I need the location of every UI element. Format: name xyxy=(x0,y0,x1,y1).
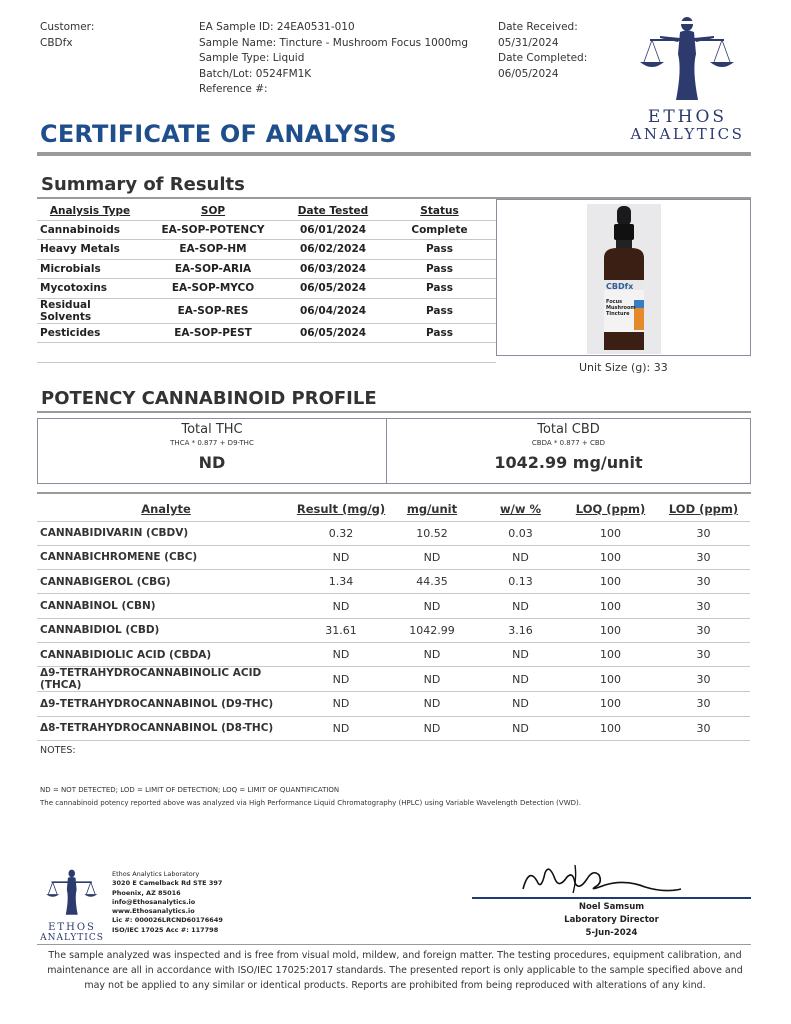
analysis-type: Mycotoxins xyxy=(37,279,143,299)
table-row xyxy=(37,618,750,642)
analyte: CANNABIDIOL (CBD) xyxy=(37,618,295,642)
col-analysis-type: Analysis Type xyxy=(49,204,131,217)
result: 0.32 xyxy=(295,521,387,545)
title-rule xyxy=(37,152,751,156)
ww-percent: ND xyxy=(477,642,564,666)
col-mg-unit: mg/unit xyxy=(406,501,458,516)
label-line-3: Tincture xyxy=(606,311,630,317)
mg-unit: 44.35 xyxy=(387,570,477,594)
status: Pass xyxy=(383,323,496,343)
loq: 100 xyxy=(564,692,657,716)
table-row xyxy=(37,594,750,618)
signature-block xyxy=(472,901,751,940)
sop: EA-SOP-RES xyxy=(143,298,283,323)
analyte: Δ9-TETRAHYDROCANNABINOL (D9-THC) xyxy=(37,692,295,716)
sample-type: Sample Type: Liquid xyxy=(199,52,305,64)
lab-email[interactable]: info@Ethosanalytics.io xyxy=(112,897,196,906)
dates-block xyxy=(498,20,587,82)
result: ND xyxy=(295,642,387,666)
ethos-logo xyxy=(620,14,755,149)
date-completed-label: Date Completed: xyxy=(498,52,588,64)
customer-value: CBDfx xyxy=(40,36,73,49)
analyte: CANNABIGEROL (CBG) xyxy=(37,570,295,594)
lab-logo-line-2: ANALYTICS xyxy=(40,933,104,943)
lod: 30 xyxy=(657,716,750,740)
page-title: CERTIFICATE OF ANALYSIS xyxy=(40,120,397,148)
status: Complete xyxy=(383,220,496,240)
total-cbd-value: 1042.99 mg/unit xyxy=(494,453,643,472)
table-row xyxy=(37,521,750,545)
col-result: Result (mg/g) xyxy=(296,501,386,516)
loq: 100 xyxy=(564,642,657,666)
logo-line-1: ETHOS xyxy=(647,107,728,127)
table-row xyxy=(37,570,750,594)
scales-of-justice-icon xyxy=(35,868,109,918)
ww-percent: ND xyxy=(477,594,564,618)
mg-unit: ND xyxy=(387,642,477,666)
table-row xyxy=(37,298,496,323)
logo-line-2: ANALYTICS xyxy=(630,125,745,143)
lab-logo xyxy=(35,868,109,943)
total-thc-formula: THCA * 0.877 + D9-THC xyxy=(170,439,254,447)
mg-unit: 1042.99 xyxy=(387,618,477,642)
mg-unit: ND xyxy=(387,667,477,692)
batch-lot: Batch/Lot: 0524FM1K xyxy=(199,67,312,80)
analysis-type: Pesticides xyxy=(37,323,143,343)
col-loq: LOQ (ppm) xyxy=(575,501,646,516)
lab-address-1: 3020 E Camelback Rd STE 397 xyxy=(112,879,223,888)
table-row xyxy=(37,323,496,343)
sample-name: Sample Name: Tincture - Mushroom Focus 1000mg xyxy=(199,36,469,49)
date-tested: 06/03/2024 xyxy=(283,259,383,279)
result: ND xyxy=(295,692,387,716)
analysis-type: Heavy Metals xyxy=(37,240,143,260)
sample-info-block xyxy=(199,20,468,98)
label-brand: CBDfx xyxy=(606,282,634,291)
loq: 100 xyxy=(564,667,657,692)
result: 31.61 xyxy=(295,618,387,642)
product-photo xyxy=(587,204,661,354)
total-thc-title: Total THC xyxy=(181,422,243,437)
lod: 30 xyxy=(657,545,750,569)
label-line-2: Mushroom xyxy=(606,305,636,311)
reference-number: Reference #: xyxy=(199,83,268,95)
lod: 30 xyxy=(657,570,750,594)
potency-header-row xyxy=(37,497,750,521)
ww-percent: 3.16 xyxy=(477,618,564,642)
result: ND xyxy=(295,667,387,692)
footer-rule xyxy=(37,944,751,945)
mg-unit: ND xyxy=(387,545,477,569)
result: ND xyxy=(295,716,387,740)
lab-address-2: Phoenix, AZ 85016 xyxy=(112,888,181,897)
potency-table xyxy=(37,497,750,741)
analyte: CANNABICHROMENE (CBC) xyxy=(37,545,295,569)
method-note: The cannabinoid potency reported above was analyzed via High Performance Liquid Chromatography (HPLC) using Variable Wavelength Detection (VWD). xyxy=(40,799,581,807)
date-tested: 06/01/2024 xyxy=(283,220,383,240)
mg-unit: ND xyxy=(387,716,477,740)
date-tested: 06/05/2024 xyxy=(283,279,383,299)
status: Pass xyxy=(383,240,496,260)
ww-percent: 0.03 xyxy=(477,521,564,545)
table-row xyxy=(37,279,496,299)
analysis-type: Residual Solvents xyxy=(37,298,143,323)
lab-iso: ISO/IEC 17025 Acc #: 117798 xyxy=(112,925,219,934)
loq: 100 xyxy=(564,594,657,618)
signature-image xyxy=(515,857,685,899)
customer-label: Customer: xyxy=(40,21,95,33)
status: Pass xyxy=(383,298,496,323)
signature-date: 5-Jun-2024 xyxy=(585,928,638,938)
lab-license: Lic #: 000026LRCND60176649 xyxy=(112,916,223,925)
disclaimer: The sample analyzed was inspected and is free from visual mold, mildew, and foreign matter. The testing procedures, equipment calibration, and maintenance are all in accordance with ISO/IEC 17025:2017 standards. The presented report is only applicable to the sample specified above and may not be applied to any similar or identical products. Reports are prohibited from being reproduced with alterations of any kind. xyxy=(47,950,743,991)
date-received: 05/31/2024 xyxy=(498,36,559,49)
col-lod: LOD (ppm) xyxy=(668,501,739,516)
col-sop: SOP xyxy=(200,204,226,217)
analyte: Δ8-TETRAHYDROCANNABINOL (D8-THC) xyxy=(37,716,295,740)
lod: 30 xyxy=(657,618,750,642)
status: Pass xyxy=(383,259,496,279)
table-row-empty xyxy=(37,343,496,363)
ww-percent: ND xyxy=(477,692,564,716)
mg-unit: ND xyxy=(387,692,477,716)
scales-of-justice-icon xyxy=(620,14,755,106)
date-tested: 06/02/2024 xyxy=(283,240,383,260)
signer-name: Noel Samsum xyxy=(578,902,645,912)
customer-block xyxy=(40,20,94,51)
signer-title: Laboratory Director xyxy=(564,915,659,925)
ww-percent: ND xyxy=(477,545,564,569)
col-date-tested: Date Tested xyxy=(297,204,369,217)
sop: EA-SOP-ARIA xyxy=(143,259,283,279)
loq: 100 xyxy=(564,521,657,545)
lab-name: Ethos Analytics Laboratory xyxy=(112,870,200,878)
label-line-1: Focus xyxy=(606,299,623,305)
total-thc-box xyxy=(37,418,387,484)
result: ND xyxy=(295,545,387,569)
lod: 30 xyxy=(657,521,750,545)
sop: EA-SOP-PEST xyxy=(143,323,283,343)
lod: 30 xyxy=(657,692,750,716)
sop: EA-SOP-MYCO xyxy=(143,279,283,299)
lab-website[interactable]: www.Ethosanalytics.io xyxy=(112,907,195,916)
status: Pass xyxy=(383,279,496,299)
mg-unit: 10.52 xyxy=(387,521,477,545)
loq: 100 xyxy=(564,716,657,740)
analysis-type: Microbials xyxy=(37,259,143,279)
summary-table xyxy=(37,202,496,363)
sop: EA-SOP-POTENCY xyxy=(143,220,283,240)
loq: 100 xyxy=(564,545,657,569)
potency-rule xyxy=(37,411,751,413)
lod: 30 xyxy=(657,667,750,692)
loq: 100 xyxy=(564,618,657,642)
lod: 30 xyxy=(657,642,750,666)
analysis-type: Cannabinoids xyxy=(37,220,143,240)
col-status: Status xyxy=(420,204,459,217)
unit-size: Unit Size (g): 33 xyxy=(579,361,668,374)
potency-table-rule xyxy=(37,492,751,494)
sop: EA-SOP-HM xyxy=(143,240,283,260)
table-row xyxy=(37,667,750,692)
ww-percent: 0.13 xyxy=(477,570,564,594)
notes-label: NOTES: xyxy=(40,745,76,756)
table-row xyxy=(37,545,750,569)
table-row xyxy=(37,716,750,740)
analyte: CANNABIDIOLIC ACID (CBDA) xyxy=(37,642,295,666)
potency-heading: POTENCY CANNABINOID PROFILE xyxy=(41,388,377,409)
table-row xyxy=(37,259,496,279)
summary-heading: Summary of Results xyxy=(41,174,245,195)
col-ww-percent: w/w % xyxy=(500,501,541,516)
table-row xyxy=(37,692,750,716)
total-thc-value: ND xyxy=(198,453,226,472)
total-cbd-box xyxy=(386,418,751,484)
table-row xyxy=(37,240,496,260)
ww-percent: ND xyxy=(477,716,564,740)
signature-line xyxy=(472,897,751,899)
ww-percent: ND xyxy=(477,667,564,692)
date-tested: 06/04/2024 xyxy=(283,298,383,323)
total-cbd-title: Total CBD xyxy=(537,422,600,437)
analyte: CANNABINOL (CBN) xyxy=(37,594,295,618)
total-cbd-formula: CBDA * 0.877 + CBD xyxy=(531,439,606,447)
date-tested: 06/05/2024 xyxy=(283,323,383,343)
table-row xyxy=(37,642,750,666)
mg-unit: ND xyxy=(387,594,477,618)
date-received-label: Date Received: xyxy=(498,21,578,33)
result: ND xyxy=(295,594,387,618)
lod: 30 xyxy=(657,594,750,618)
lab-logo-line-1: ETHOS xyxy=(48,922,96,933)
legend-note: ND = NOT DETECTED; LOD = LIMIT OF DETECTION; LOQ = LIMIT OF QUANTIFICATION xyxy=(40,786,340,794)
loq: 100 xyxy=(564,570,657,594)
result: 1.34 xyxy=(295,570,387,594)
product-photo-frame xyxy=(496,199,751,356)
col-analyte: Analyte xyxy=(141,501,191,516)
sample-id: EA Sample ID: 24EA0531-010 xyxy=(199,21,355,33)
date-completed: 06/05/2024 xyxy=(498,67,559,80)
lab-address-block xyxy=(112,870,223,935)
analyte: Δ9-TETRAHYDROCANNABINOLIC ACID (THCA) xyxy=(37,667,295,692)
tincture-bottle-icon xyxy=(587,204,661,354)
summary-header-row xyxy=(37,202,496,220)
table-row xyxy=(37,220,496,240)
analyte: CANNABIDIVARIN (CBDV) xyxy=(37,521,295,545)
